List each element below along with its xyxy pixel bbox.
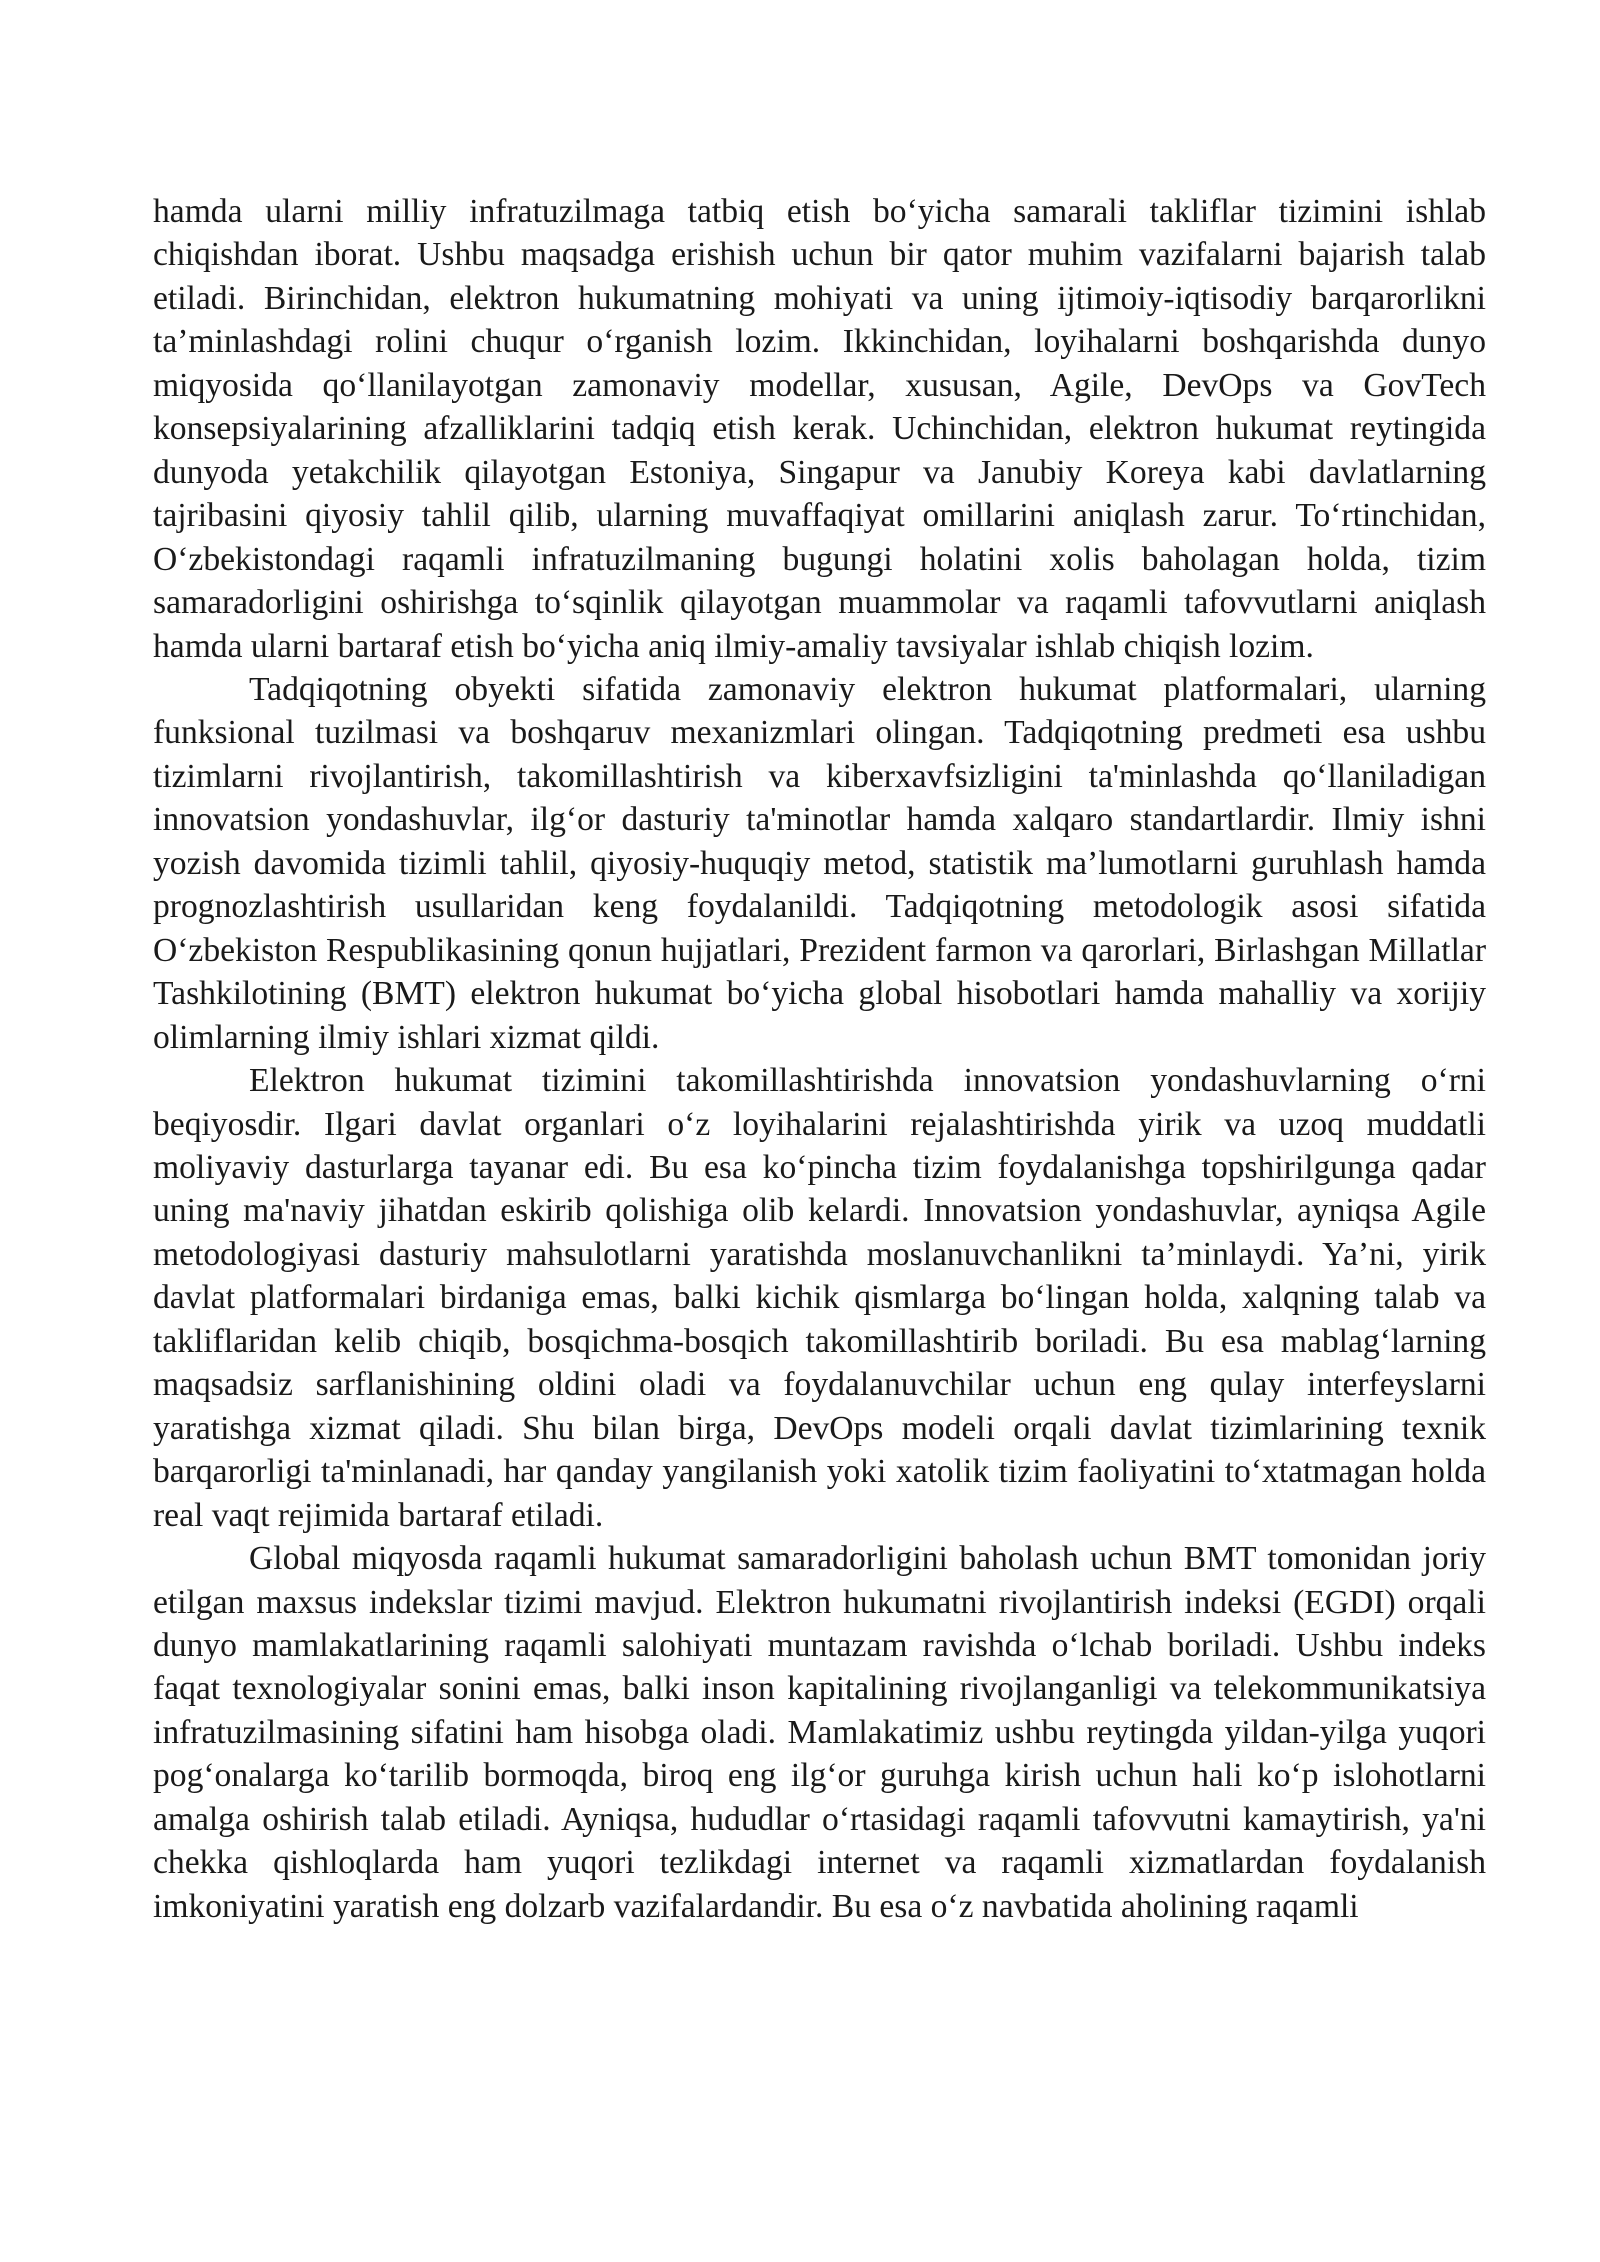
paragraph-2: Tadqiqotning obyekti sifatida zamonaviy elektron hukumat platformalari, ularning funksional tuzilmasi va boshqaruv mexanizmlari olingan. Tadqiqotning predmeti esa ushbu tizimlarni rivojlantirish, takomillashtirish va kiberxavfsizligini ta'minlashda qo‘llaniladigan innovatsion yondashuvlar, ilg‘or dasturiy ta'minotlar hamda xalqaro standartlardir. Ilmiy ishni yozish davomida tizimli tahlil, qiyosiy-huquqiy metod, statistik ma’lumotlarni guruhlash hamda prognozlashtirish usullaridan keng foydalanildi. Tadqiqotning metodologik asosi sifatida O‘zbekiston Respublikasining qonun hujjatlari, Prezident farmon va qarorlari, Birlashgan Millatlar Tashkilotining (BMT) elektron hukumat bo‘yicha global hisobotlari hamda mahalliy va xorijiy olimlarning ilmiy ishlari xizmat qildi. — [153, 670, 1486, 1056]
document-page — [153, 190, 1486, 1928]
paragraph-4: Global miqyosda raqamli hukumat samaradorligini baholash uchun BMT tomonidan joriy etilgan maxsus indekslar tizimi mavjud. Elektron hukumatni rivojlantirish indeksi (EGDI) orqali dunyo mamlakatlarining raqamli salohiyati muntazam ravishda o‘lchab boriladi. Ushbu indeks faqat texnologiyalar sonini emas, balki inson kapitalining rivojlanganligi va telekommunikatsiya infratuzilmasining sifatini ham hisobga oladi. Mamlakatimiz ushbu reytingda yildan-yilga yuqori pog‘onalarga ko‘tarilib bormoqda, biroq eng ilg‘or guruhga kirish uchun hali ko‘p islohotlarni amalga oshirish talab etiladi. Ayniqsa, hududlar o‘rtasidagi raqamli tafovvutni kamaytirish, ya'ni chekka qishloqlarda ham yuqori tezlikdagi internet va raqamli xizmatlardan foydalanish imkoniyatini yaratish eng dolzarb vazifalardandir. Bu esa o‘z navbatida aholining raqamli — [153, 1540, 1486, 1925]
paragraph-1: hamda ularni milliy infratuzilmaga tatbiq etish bo‘yicha samarali takliflar tizimini ishlab chiqishdan iborat. Ushbu maqsadga erishish uchun bir qator muhim vazifalarni bajarish talab etiladi. Birinchidan, elektron hukumatning mohiyati va uning ijtimoiy-iqtisodiy barqarorlikni ta’minlashdagi rolini chuqur o‘rganish lozim. Ikkinchidan, loyihalarni boshqarishda dunyo miqyosida qo‘llanilayotgan zamonaviy modellar, xususan, Agile, DevOps va GovTech konsepsiyalarining afzalliklarini tadqiq etish kerak. Uchinchidan, elektron hukumat reytingida dunyoda yetakchilik qilayotgan Estoniya, Singapur va Janubiy Koreya kabi davlatlarning tajribasini qiyosiy tahlil qilib, ularning muvaffaqiyat omillarini aniqlash zarur. To‘rtinchidan, O‘zbekistondagi raqamli infratuzilmaning bugungi holatini xolis baholagan holda, tizim samaradorligini oshirishga to‘sqinlik qilayotgan muammolar va raqamli tafovvutlarni aniqlash hamda ularni bartaraf etish bo‘yicha aniq ilmiy-amaliy tavsiyalar ishlab chiqish lozim. — [153, 193, 1486, 665]
paragraph-3: Elektron hukumat tizimini takomillashtirishda innovatsion yondashuvlarning o‘rni beqiyosdir. Ilgari davlat organlari o‘z loyihalarini rejalashtirishda yirik va uzoq muddatli moliyaviy dasturlarga tayanar edi. Bu esa ko‘pincha tizim foydalanishga topshirilgunga qadar uning ma'naviy jihatdan eskirib qolishiga olib kelardi. Innovatsion yondashuvlar, ayniqsa Agile metodologiyasi dasturiy mahsulotlarni yaratishda moslanuvchanlikni ta’minlaydi. Ya’ni, yirik davlat platformalari birdaniga emas, balki kichik qismlarga bo‘lingan holda, xalqning talab va takliflaridan kelib chiqib, bosqichma-bosqich takomillashtirib boriladi. Bu esa mablag‘larning maqsadsiz sarflanishining oldini oladi va foydalanuvchilar uchun eng qulay interfeyslarni yaratishga xizmat qiladi. Shu bilan birga, DevOps modeli orqali davlat tizimlarining texnik barqarorligi ta'minlanadi, har qanday yangilanish yoki xatolik tizim faoliyatini to‘xtatmagan holda real vaqt rejimida bartaraf etiladi. — [153, 1062, 1486, 1534]
